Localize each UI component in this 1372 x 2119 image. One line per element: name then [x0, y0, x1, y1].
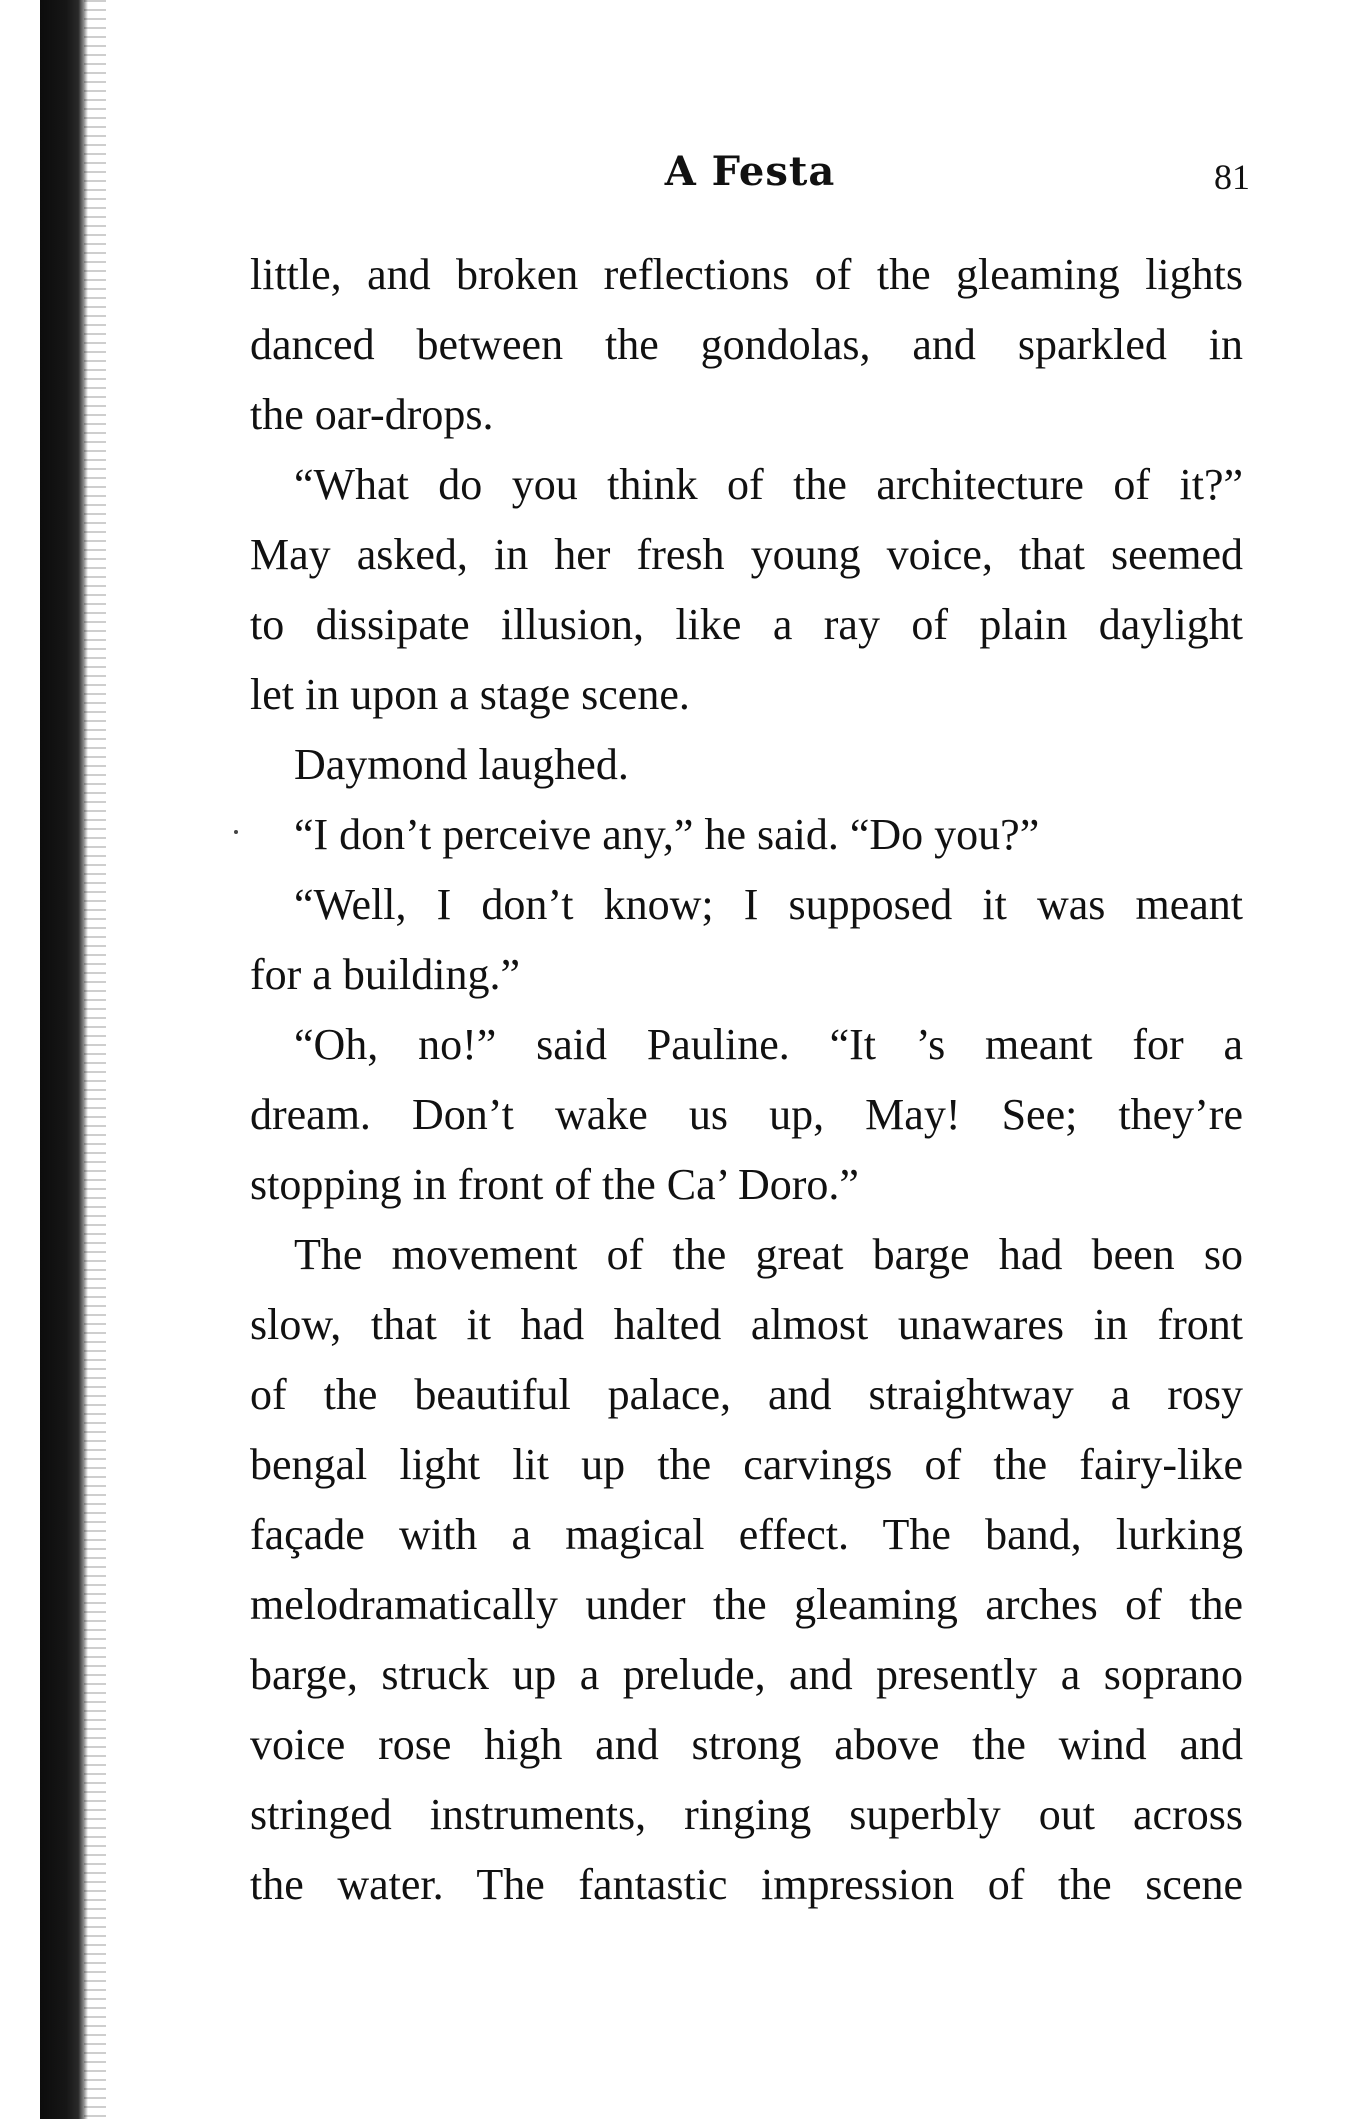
text-line: “I don’t perceive any,” he said. “Do you?” [294, 810, 1040, 859]
text-line: little, and broken reflections of the gleaming lights [250, 250, 1243, 299]
text-line: danced between the gondolas, and sparkled in [250, 320, 1243, 369]
text-line: “Well, I don’t know; I supposed it was meant [294, 880, 1243, 929]
text-line: for a building.” [250, 950, 521, 999]
text-line: stringed instruments, ringing superbly out across [250, 1790, 1243, 1839]
text-line: dream. Don’t wake us up, May! See; they’re [250, 1090, 1243, 1139]
text-line: May asked, in her fresh young voice, that seemed [250, 530, 1243, 579]
text-line: let in upon a stage scene. [250, 670, 690, 719]
body-text [250, 240, 1243, 1920]
binding-edge [40, 0, 88, 2119]
page-number: 81 [1214, 157, 1250, 197]
text-line: “Oh, no!” said Pauline. “It ’s meant for a [294, 1020, 1243, 1069]
binding-shadow [84, 0, 106, 2119]
text-line: melodramatically under the gleaming arches of the [250, 1580, 1243, 1629]
text-line: voice rose high and strong above the wind and [250, 1720, 1243, 1769]
text-line: façade with a magical effect. The band, lurking [250, 1510, 1243, 1559]
text-line: “What do you think of the architecture of it?” [294, 460, 1243, 509]
stray-ink-mark [234, 830, 238, 834]
text-line: The movement of the great barge had been so [294, 1230, 1243, 1279]
text-line: to dissipate illusion, like a ray of plain daylight [250, 600, 1243, 649]
text-line: stopping in front of the Ca’ Doro.” [250, 1160, 859, 1209]
text-line: barge, struck up a prelude, and presently a soprano [250, 1650, 1243, 1699]
text-line: slow, that it had halted almost unawares in front [250, 1300, 1243, 1349]
text-line: bengal light lit up the carvings of the fairy-like [250, 1440, 1243, 1489]
text-line: the water. The fantastic impression of the scene [250, 1860, 1243, 1909]
text-line: the oar-drops. [250, 390, 494, 439]
running-head [250, 148, 1250, 208]
text-line: Daymond laughed. [294, 740, 629, 789]
text-line: of the beautiful palace, and straightway a rosy [250, 1370, 1243, 1419]
running-title: A Festa [664, 148, 836, 195]
